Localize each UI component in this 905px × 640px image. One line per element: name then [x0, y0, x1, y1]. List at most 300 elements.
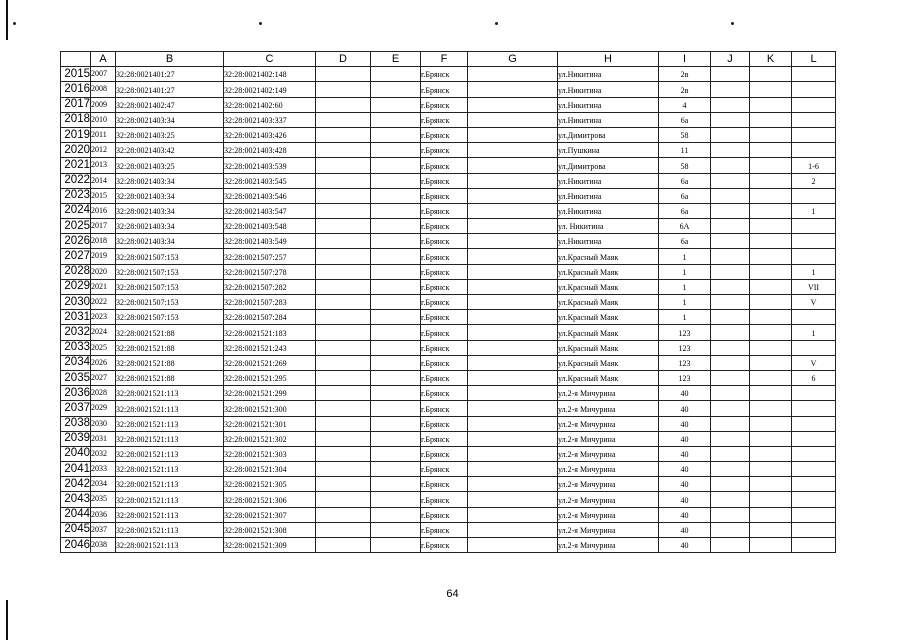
cell-i[interactable]: 123 — [659, 355, 711, 370]
cell-e[interactable] — [371, 446, 421, 461]
cell-j[interactable] — [711, 67, 750, 82]
cell-l[interactable]: VII — [792, 279, 836, 294]
cell-g[interactable] — [468, 522, 558, 537]
cell-g[interactable] — [468, 158, 558, 173]
cell-d[interactable] — [316, 219, 371, 234]
cell-i[interactable]: 40 — [659, 462, 711, 477]
row-number[interactable]: 2019 — [61, 127, 91, 142]
cell-b[interactable]: 32:28:0021507:153 — [116, 264, 224, 279]
cell-l[interactable] — [792, 416, 836, 431]
cell-d[interactable] — [316, 295, 371, 310]
cell-k[interactable] — [750, 340, 792, 355]
cell-a[interactable]: 2016 — [91, 203, 116, 218]
cell-j[interactable] — [711, 249, 750, 264]
cell-h[interactable]: ул.2-я Мичурина — [558, 477, 659, 492]
cell-d[interactable] — [316, 538, 371, 553]
cell-d[interactable] — [316, 507, 371, 522]
cell-k[interactable] — [750, 446, 792, 461]
cell-c[interactable]: 32:28:0021521:301 — [224, 416, 316, 431]
cell-a[interactable]: 2008 — [91, 82, 116, 97]
cell-g[interactable] — [468, 203, 558, 218]
cell-b[interactable]: 32:28:0021521:88 — [116, 355, 224, 370]
cell-d[interactable] — [316, 340, 371, 355]
cell-d[interactable] — [316, 112, 371, 127]
cell-e[interactable] — [371, 386, 421, 401]
cell-i[interactable]: 40 — [659, 431, 711, 446]
row-number[interactable]: 2042 — [61, 477, 91, 492]
cell-c[interactable]: 32:28:0021521:307 — [224, 507, 316, 522]
cell-b[interactable]: 32:28:0021521:113 — [116, 538, 224, 553]
cell-b[interactable]: 32:28:0021521:113 — [116, 462, 224, 477]
cell-e[interactable] — [371, 462, 421, 477]
cell-b[interactable]: 32:28:0021403:34 — [116, 219, 224, 234]
cell-g[interactable] — [468, 295, 558, 310]
cell-g[interactable] — [468, 538, 558, 553]
cell-h[interactable]: ул.2-я Мичурина — [558, 416, 659, 431]
cell-i[interactable]: 6а — [659, 112, 711, 127]
cell-f[interactable]: г.Брянск — [421, 249, 468, 264]
cell-a[interactable]: 2019 — [91, 249, 116, 264]
cell-c[interactable]: 32:28:0021403:539 — [224, 158, 316, 173]
cell-k[interactable] — [750, 249, 792, 264]
cell-c[interactable]: 32:28:0021403:549 — [224, 234, 316, 249]
cell-l[interactable]: 1-6 — [792, 158, 836, 173]
cell-l[interactable] — [792, 477, 836, 492]
row-number[interactable]: 2022 — [61, 173, 91, 188]
cell-a[interactable]: 2024 — [91, 325, 116, 340]
cell-l[interactable]: 1 — [792, 325, 836, 340]
cell-f[interactable]: г.Брянск — [421, 416, 468, 431]
cell-e[interactable] — [371, 143, 421, 158]
row-number[interactable]: 2037 — [61, 401, 91, 416]
row-number[interactable]: 2038 — [61, 416, 91, 431]
column-header-c[interactable]: C — [224, 52, 316, 67]
cell-h[interactable]: ул. Никитина — [558, 219, 659, 234]
cell-c[interactable]: 32:28:0021403:426 — [224, 127, 316, 142]
cell-d[interactable] — [316, 264, 371, 279]
row-number[interactable]: 2026 — [61, 234, 91, 249]
column-header-i[interactable]: I — [659, 52, 711, 67]
row-number[interactable]: 2031 — [61, 310, 91, 325]
cell-k[interactable] — [750, 310, 792, 325]
cell-a[interactable]: 2038 — [91, 538, 116, 553]
cell-l[interactable] — [792, 310, 836, 325]
cell-d[interactable] — [316, 416, 371, 431]
column-header-e[interactable]: E — [371, 52, 421, 67]
cell-i[interactable]: 6а — [659, 188, 711, 203]
cell-i[interactable]: 40 — [659, 492, 711, 507]
cell-i[interactable]: 6а — [659, 173, 711, 188]
cell-d[interactable] — [316, 203, 371, 218]
cell-k[interactable] — [750, 477, 792, 492]
cell-d[interactable] — [316, 325, 371, 340]
cell-e[interactable] — [371, 219, 421, 234]
cell-g[interactable] — [468, 507, 558, 522]
row-number[interactable]: 2035 — [61, 370, 91, 385]
cell-k[interactable] — [750, 522, 792, 537]
cell-i[interactable]: 6а — [659, 203, 711, 218]
cell-h[interactable]: ул.Никитина — [558, 112, 659, 127]
cell-k[interactable] — [750, 234, 792, 249]
cell-h[interactable]: ул.2-я Мичурина — [558, 386, 659, 401]
cell-k[interactable] — [750, 370, 792, 385]
cell-j[interactable] — [711, 234, 750, 249]
column-header-f[interactable]: F — [421, 52, 468, 67]
cell-d[interactable] — [316, 234, 371, 249]
cell-e[interactable] — [371, 67, 421, 82]
cell-h[interactable]: ул.Пушкина — [558, 143, 659, 158]
cell-g[interactable] — [468, 477, 558, 492]
column-header-k[interactable]: K — [750, 52, 792, 67]
row-number[interactable]: 2045 — [61, 522, 91, 537]
cell-c[interactable]: 32:28:0021403:428 — [224, 143, 316, 158]
cell-e[interactable] — [371, 158, 421, 173]
cell-g[interactable] — [468, 127, 558, 142]
cell-a[interactable]: 2021 — [91, 279, 116, 294]
cell-f[interactable]: г.Брянск — [421, 82, 468, 97]
cell-e[interactable] — [371, 325, 421, 340]
cell-j[interactable] — [711, 446, 750, 461]
cell-c[interactable]: 32:28:0021521:183 — [224, 325, 316, 340]
row-number[interactable]: 2028 — [61, 264, 91, 279]
cell-e[interactable] — [371, 279, 421, 294]
cell-b[interactable]: 32:28:0021403:34 — [116, 188, 224, 203]
cell-f[interactable]: г.Брянск — [421, 431, 468, 446]
cell-j[interactable] — [711, 97, 750, 112]
cell-b[interactable]: 32:28:0021521:113 — [116, 416, 224, 431]
cell-h[interactable]: ул.Красный Маяк — [558, 340, 659, 355]
cell-k[interactable] — [750, 401, 792, 416]
cell-k[interactable] — [750, 143, 792, 158]
cell-h[interactable]: ул.Никитина — [558, 82, 659, 97]
cell-h[interactable]: ул.2-я Мичурина — [558, 492, 659, 507]
row-number[interactable]: 2040 — [61, 446, 91, 461]
cell-e[interactable] — [371, 112, 421, 127]
cell-k[interactable] — [750, 173, 792, 188]
cell-k[interactable] — [750, 492, 792, 507]
cell-c[interactable]: 32:28:0021403:337 — [224, 112, 316, 127]
cell-e[interactable] — [371, 249, 421, 264]
cell-k[interactable] — [750, 386, 792, 401]
cell-a[interactable]: 2007 — [91, 67, 116, 82]
cell-f[interactable]: г.Брянск — [421, 507, 468, 522]
cell-g[interactable] — [468, 67, 558, 82]
cell-c[interactable]: 32:28:0021521:304 — [224, 462, 316, 477]
cell-f[interactable]: г.Брянск — [421, 97, 468, 112]
cell-b[interactable]: 32:28:0021402:47 — [116, 97, 224, 112]
cell-i[interactable]: 123 — [659, 340, 711, 355]
cell-e[interactable] — [371, 477, 421, 492]
cell-c[interactable]: 32:28:0021521:303 — [224, 446, 316, 461]
cell-k[interactable] — [750, 67, 792, 82]
cell-g[interactable] — [468, 492, 558, 507]
cell-l[interactable] — [792, 507, 836, 522]
cell-g[interactable] — [468, 325, 558, 340]
cell-f[interactable]: г.Брянск — [421, 143, 468, 158]
cell-j[interactable] — [711, 355, 750, 370]
column-header-d[interactable]: D — [316, 52, 371, 67]
column-header-a[interactable]: A — [91, 52, 116, 67]
cell-i[interactable]: 123 — [659, 370, 711, 385]
cell-i[interactable]: 58 — [659, 127, 711, 142]
cell-e[interactable] — [371, 203, 421, 218]
cell-g[interactable] — [468, 340, 558, 355]
cell-h[interactable]: ул.Никитина — [558, 173, 659, 188]
cell-f[interactable]: г.Брянск — [421, 295, 468, 310]
cell-a[interactable]: 2013 — [91, 158, 116, 173]
row-number[interactable]: 2029 — [61, 279, 91, 294]
cell-c[interactable]: 32:28:0021403:547 — [224, 203, 316, 218]
cell-b[interactable]: 32:28:0021521:113 — [116, 522, 224, 537]
cell-l[interactable] — [792, 431, 836, 446]
cell-h[interactable]: ул.2-я Мичурина — [558, 446, 659, 461]
cell-e[interactable] — [371, 522, 421, 537]
cell-a[interactable]: 2036 — [91, 507, 116, 522]
cell-j[interactable] — [711, 477, 750, 492]
cell-c[interactable]: 32:28:0021507:278 — [224, 264, 316, 279]
cell-f[interactable]: г.Брянск — [421, 158, 468, 173]
cell-c[interactable]: 32:28:0021521:306 — [224, 492, 316, 507]
cell-i[interactable]: 1 — [659, 295, 711, 310]
cell-b[interactable]: 32:28:0021521:113 — [116, 386, 224, 401]
cell-k[interactable] — [750, 219, 792, 234]
cell-b[interactable]: 32:28:0021403:25 — [116, 158, 224, 173]
cell-e[interactable] — [371, 82, 421, 97]
cell-b[interactable]: 32:28:0021403:34 — [116, 234, 224, 249]
cell-i[interactable]: 40 — [659, 386, 711, 401]
cell-i[interactable]: 6А — [659, 219, 711, 234]
cell-j[interactable] — [711, 401, 750, 416]
cell-a[interactable]: 2010 — [91, 112, 116, 127]
cell-e[interactable] — [371, 431, 421, 446]
cell-i[interactable]: 40 — [659, 446, 711, 461]
cell-d[interactable] — [316, 158, 371, 173]
cell-j[interactable] — [711, 173, 750, 188]
cell-b[interactable]: 32:28:0021401:27 — [116, 67, 224, 82]
cell-h[interactable]: ул.Димитрова — [558, 158, 659, 173]
cell-i[interactable]: 40 — [659, 416, 711, 431]
cell-h[interactable]: ул.2-я Мичурина — [558, 462, 659, 477]
cell-j[interactable] — [711, 295, 750, 310]
cell-d[interactable] — [316, 462, 371, 477]
cell-g[interactable] — [468, 431, 558, 446]
cell-g[interactable] — [468, 219, 558, 234]
cell-d[interactable] — [316, 401, 371, 416]
cell-f[interactable]: г.Брянск — [421, 234, 468, 249]
cell-d[interactable] — [316, 173, 371, 188]
cell-i[interactable]: 6а — [659, 234, 711, 249]
cell-b[interactable]: 32:28:0021403:34 — [116, 112, 224, 127]
cell-f[interactable]: г.Брянск — [421, 538, 468, 553]
cell-h[interactable]: ул.Красный Маяк — [558, 279, 659, 294]
cell-f[interactable]: г.Брянск — [421, 355, 468, 370]
row-number[interactable]: 2043 — [61, 492, 91, 507]
cell-j[interactable] — [711, 370, 750, 385]
cell-d[interactable] — [316, 370, 371, 385]
row-number[interactable]: 2016 — [61, 82, 91, 97]
cell-i[interactable]: 2в — [659, 67, 711, 82]
cell-i[interactable]: 1 — [659, 279, 711, 294]
cell-l[interactable] — [792, 112, 836, 127]
row-number[interactable]: 2033 — [61, 340, 91, 355]
cell-e[interactable] — [371, 97, 421, 112]
cell-b[interactable]: 32:28:0021507:153 — [116, 295, 224, 310]
row-number[interactable]: 2030 — [61, 295, 91, 310]
row-number[interactable]: 2025 — [61, 219, 91, 234]
cell-e[interactable] — [371, 127, 421, 142]
cell-b[interactable]: 32:28:0021403:34 — [116, 173, 224, 188]
row-number[interactable]: 2021 — [61, 158, 91, 173]
cell-g[interactable] — [468, 234, 558, 249]
cell-k[interactable] — [750, 127, 792, 142]
cell-d[interactable] — [316, 127, 371, 142]
cell-k[interactable] — [750, 416, 792, 431]
cell-d[interactable] — [316, 97, 371, 112]
cell-f[interactable]: г.Брянск — [421, 67, 468, 82]
cell-b[interactable]: 32:28:0021403:42 — [116, 143, 224, 158]
cell-d[interactable] — [316, 477, 371, 492]
cell-k[interactable] — [750, 431, 792, 446]
cell-e[interactable] — [371, 401, 421, 416]
cell-j[interactable] — [711, 325, 750, 340]
cell-e[interactable] — [371, 264, 421, 279]
cell-a[interactable]: 2027 — [91, 370, 116, 385]
cell-i[interactable]: 40 — [659, 522, 711, 537]
cell-c[interactable]: 32:28:0021521:299 — [224, 386, 316, 401]
cell-b[interactable]: 32:28:0021401:27 — [116, 82, 224, 97]
cell-c[interactable]: 32:28:0021521:309 — [224, 538, 316, 553]
cell-h[interactable]: ул.2-я Мичурина — [558, 401, 659, 416]
cell-j[interactable] — [711, 462, 750, 477]
cell-b[interactable]: 32:28:0021507:153 — [116, 249, 224, 264]
cell-e[interactable] — [371, 310, 421, 325]
cell-a[interactable]: 2012 — [91, 143, 116, 158]
cell-h[interactable]: ул.Никитина — [558, 188, 659, 203]
cell-g[interactable] — [468, 264, 558, 279]
cell-e[interactable] — [371, 355, 421, 370]
cell-k[interactable] — [750, 507, 792, 522]
cell-h[interactable]: ул.Никитина — [558, 234, 659, 249]
column-header-b[interactable]: B — [116, 52, 224, 67]
cell-e[interactable] — [371, 492, 421, 507]
cell-j[interactable] — [711, 340, 750, 355]
cell-f[interactable]: г.Брянск — [421, 310, 468, 325]
cell-i[interactable]: 1 — [659, 264, 711, 279]
cell-f[interactable]: г.Брянск — [421, 279, 468, 294]
cell-e[interactable] — [371, 234, 421, 249]
cell-f[interactable]: г.Брянск — [421, 386, 468, 401]
cell-l[interactable] — [792, 538, 836, 553]
row-number[interactable]: 2020 — [61, 143, 91, 158]
cell-f[interactable]: г.Брянск — [421, 173, 468, 188]
cell-g[interactable] — [468, 462, 558, 477]
cell-j[interactable] — [711, 492, 750, 507]
cell-k[interactable] — [750, 97, 792, 112]
cell-d[interactable] — [316, 249, 371, 264]
cell-a[interactable]: 2017 — [91, 219, 116, 234]
row-number[interactable]: 2039 — [61, 431, 91, 446]
cell-i[interactable]: 4 — [659, 97, 711, 112]
cell-j[interactable] — [711, 538, 750, 553]
cell-a[interactable]: 2026 — [91, 355, 116, 370]
cell-b[interactable]: 32:28:0021521:113 — [116, 477, 224, 492]
cell-h[interactable]: ул.2-я Мичурина — [558, 522, 659, 537]
cell-g[interactable] — [468, 112, 558, 127]
cell-l[interactable] — [792, 82, 836, 97]
cell-c[interactable]: 32:28:0021402:60 — [224, 97, 316, 112]
cell-e[interactable] — [371, 295, 421, 310]
cell-c[interactable]: 32:28:0021521:308 — [224, 522, 316, 537]
cell-j[interactable] — [711, 203, 750, 218]
cell-f[interactable]: г.Брянск — [421, 264, 468, 279]
cell-j[interactable] — [711, 219, 750, 234]
cell-h[interactable]: ул.Димитрова — [558, 127, 659, 142]
cell-g[interactable] — [468, 82, 558, 97]
cell-b[interactable]: 32:28:0021403:25 — [116, 127, 224, 142]
cell-b[interactable]: 32:28:0021507:153 — [116, 279, 224, 294]
cell-c[interactable]: 32:28:0021403:545 — [224, 173, 316, 188]
cell-j[interactable] — [711, 127, 750, 142]
cell-f[interactable]: г.Брянск — [421, 401, 468, 416]
cell-a[interactable]: 2037 — [91, 522, 116, 537]
cell-g[interactable] — [468, 143, 558, 158]
cell-a[interactable]: 2035 — [91, 492, 116, 507]
cell-f[interactable]: г.Брянск — [421, 462, 468, 477]
cell-h[interactable]: ул.2-я Мичурина — [558, 431, 659, 446]
cell-g[interactable] — [468, 188, 558, 203]
cell-j[interactable] — [711, 188, 750, 203]
row-number[interactable]: 2017 — [61, 97, 91, 112]
cell-h[interactable]: ул.Никитина — [558, 203, 659, 218]
column-header-l[interactable]: L — [792, 52, 836, 67]
cell-d[interactable] — [316, 143, 371, 158]
cell-a[interactable]: 2032 — [91, 446, 116, 461]
cell-l[interactable] — [792, 67, 836, 82]
cell-h[interactable]: ул.2-я Мичурина — [558, 507, 659, 522]
row-number[interactable]: 2032 — [61, 325, 91, 340]
cell-l[interactable] — [792, 340, 836, 355]
cell-g[interactable] — [468, 401, 558, 416]
cell-b[interactable]: 32:28:0021521:113 — [116, 446, 224, 461]
cell-h[interactable]: ул.Красный Маяк — [558, 264, 659, 279]
cell-g[interactable] — [468, 446, 558, 461]
cell-c[interactable]: 32:28:0021402:148 — [224, 67, 316, 82]
row-number[interactable]: 2027 — [61, 249, 91, 264]
cell-a[interactable]: 2023 — [91, 310, 116, 325]
cell-k[interactable] — [750, 295, 792, 310]
cell-h[interactable]: ул.Никитина — [558, 67, 659, 82]
row-number[interactable]: 2036 — [61, 386, 91, 401]
row-number[interactable]: 2034 — [61, 355, 91, 370]
cell-h[interactable]: ул.Красный Маяк — [558, 310, 659, 325]
cell-l[interactable] — [792, 386, 836, 401]
cell-k[interactable] — [750, 188, 792, 203]
cell-a[interactable]: 2031 — [91, 431, 116, 446]
cell-j[interactable] — [711, 264, 750, 279]
cell-b[interactable]: 32:28:0021521:88 — [116, 370, 224, 385]
cell-a[interactable]: 2018 — [91, 234, 116, 249]
cell-i[interactable]: 40 — [659, 538, 711, 553]
cell-a[interactable]: 2025 — [91, 340, 116, 355]
cell-h[interactable]: ул.Красный Маяк — [558, 295, 659, 310]
cell-b[interactable]: 32:28:0021521:88 — [116, 340, 224, 355]
cell-k[interactable] — [750, 158, 792, 173]
cell-j[interactable] — [711, 431, 750, 446]
cell-i[interactable]: 40 — [659, 401, 711, 416]
cell-l[interactable]: 1 — [792, 264, 836, 279]
cell-c[interactable]: 32:28:0021521:300 — [224, 401, 316, 416]
cell-i[interactable]: 40 — [659, 507, 711, 522]
